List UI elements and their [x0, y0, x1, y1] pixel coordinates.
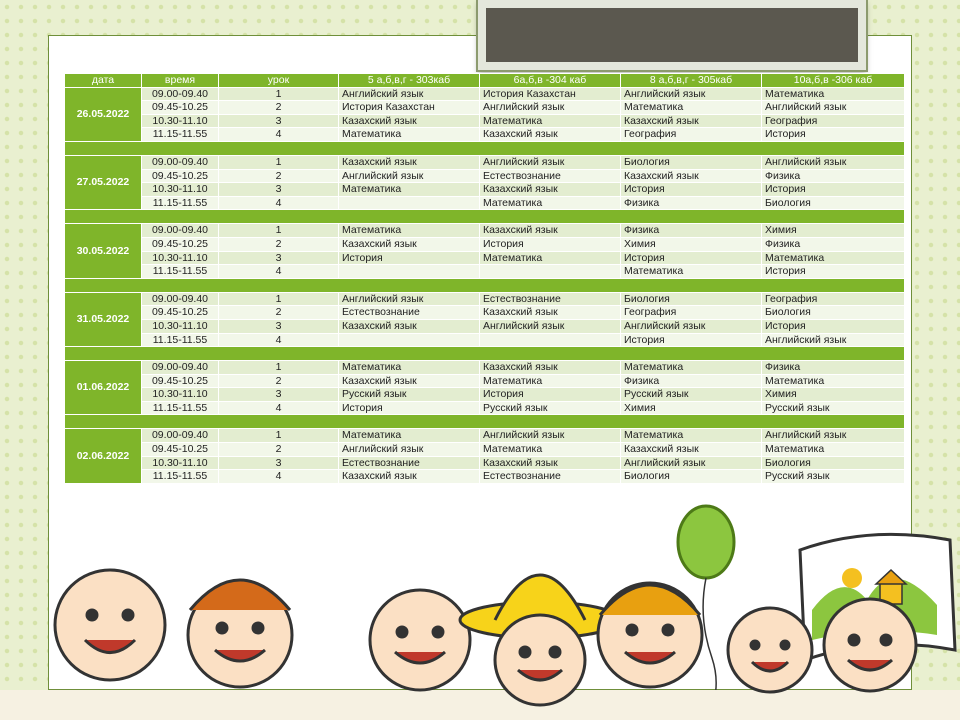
- subject-cell: Химия: [621, 401, 762, 415]
- subject-cell: Казахский язык: [480, 306, 621, 320]
- header-date: дата: [65, 74, 142, 88]
- time-cell: 09.45-10.25: [142, 101, 219, 115]
- subject-cell: Биология: [621, 155, 762, 169]
- subject-cell: Русский язык: [762, 470, 905, 484]
- time-cell: 11.15-11.55: [142, 265, 219, 279]
- table-row: [65, 470, 905, 484]
- subject-cell: Математика: [339, 183, 480, 197]
- subject-cell: Казахский язык: [480, 224, 621, 238]
- time-cell: 10.30-11.10: [142, 183, 219, 197]
- subject-cell: Математика: [621, 361, 762, 375]
- time-cell: 10.30-11.10: [142, 251, 219, 265]
- separator-cell: [65, 278, 905, 292]
- subject-cell: [480, 333, 621, 347]
- subject-cell: Казахский язык: [339, 470, 480, 484]
- lesson-number-cell: 4: [219, 196, 339, 210]
- lesson-number-cell: 4: [219, 401, 339, 415]
- lesson-number-cell: 1: [219, 429, 339, 443]
- subject-cell: Казахский язык: [621, 443, 762, 457]
- subject-cell: Английский язык: [621, 456, 762, 470]
- subject-cell: [339, 265, 480, 279]
- subject-cell: Биология: [621, 292, 762, 306]
- separator-cell: [65, 415, 905, 429]
- time-cell: 11.15-11.55: [142, 470, 219, 484]
- lesson-number-cell: 3: [219, 456, 339, 470]
- subject-cell: Естествознание: [339, 456, 480, 470]
- subject-cell: География: [762, 292, 905, 306]
- lesson-number-cell: 2: [219, 306, 339, 320]
- time-cell: 09.00-09.40: [142, 224, 219, 238]
- table-row: [65, 265, 905, 279]
- header-lesson: урок: [219, 74, 339, 88]
- day-separator: [65, 210, 905, 224]
- table-row: [65, 155, 905, 169]
- subject-cell: Математика: [480, 114, 621, 128]
- subject-cell: Английский язык: [762, 155, 905, 169]
- subject-cell: Химия: [621, 237, 762, 251]
- subject-cell: Физика: [621, 196, 762, 210]
- subject-cell: Биология: [621, 470, 762, 484]
- separator-cell: [65, 347, 905, 361]
- table-row: [65, 388, 905, 402]
- subject-cell: Английский язык: [339, 87, 480, 101]
- lesson-number-cell: 1: [219, 155, 339, 169]
- subject-cell: [339, 196, 480, 210]
- child-6: [728, 608, 812, 692]
- subject-cell: Естествознание: [480, 169, 621, 183]
- lesson-number-cell: 4: [219, 128, 339, 142]
- child-5: [598, 583, 702, 687]
- subject-cell: Казахский язык: [480, 361, 621, 375]
- table-row: [65, 251, 905, 265]
- subject-cell: История: [339, 251, 480, 265]
- date-cell: 31.05.2022: [65, 292, 142, 346]
- separator-cell: [65, 141, 905, 155]
- table-row: [65, 306, 905, 320]
- time-cell: 09.45-10.25: [142, 169, 219, 183]
- subject-cell: География: [621, 128, 762, 142]
- subject-cell: Математика: [762, 443, 905, 457]
- subject-cell: Русский язык: [480, 401, 621, 415]
- time-cell: 09.45-10.25: [142, 306, 219, 320]
- child-2: [188, 580, 292, 687]
- subject-cell: История: [762, 265, 905, 279]
- subject-cell: Казахский язык: [621, 169, 762, 183]
- table-row: [65, 319, 905, 333]
- subject-cell: История: [621, 183, 762, 197]
- subject-cell: Естествознание: [339, 306, 480, 320]
- subject-cell: Английский язык: [480, 155, 621, 169]
- subject-cell: Английский язык: [339, 169, 480, 183]
- subject-cell: История: [339, 401, 480, 415]
- subject-cell: Английский язык: [762, 429, 905, 443]
- lesson-number-cell: 4: [219, 470, 339, 484]
- subject-cell: Физика: [762, 169, 905, 183]
- table-row: [65, 101, 905, 115]
- subject-cell: Английский язык: [480, 319, 621, 333]
- subject-cell: Химия: [762, 388, 905, 402]
- subject-cell: География: [621, 306, 762, 320]
- table-row: [65, 429, 905, 443]
- subject-cell: География: [762, 114, 905, 128]
- subject-cell: Английский язык: [762, 101, 905, 115]
- subject-cell: Естествознание: [480, 292, 621, 306]
- subject-cell: Математика: [621, 265, 762, 279]
- subject-cell: Математика: [621, 101, 762, 115]
- lesson-number-cell: 4: [219, 333, 339, 347]
- date-cell: 26.05.2022: [65, 87, 142, 141]
- header-class-5: 5 а,б,в,г - 303каб: [339, 74, 480, 88]
- day-separator: [65, 141, 905, 155]
- subject-cell: [480, 265, 621, 279]
- subject-cell: [339, 333, 480, 347]
- table-row: [65, 443, 905, 457]
- subject-cell: Биология: [762, 456, 905, 470]
- lesson-number-cell: 3: [219, 388, 339, 402]
- subject-cell: Математика: [762, 87, 905, 101]
- time-cell: 10.30-11.10: [142, 114, 219, 128]
- table-row: [65, 361, 905, 375]
- subject-cell: Математика: [480, 196, 621, 210]
- table-row: [65, 224, 905, 238]
- lesson-number-cell: 2: [219, 237, 339, 251]
- table-row: [65, 292, 905, 306]
- time-cell: 10.30-11.10: [142, 456, 219, 470]
- table-row: [65, 333, 905, 347]
- subject-cell: Математика: [339, 128, 480, 142]
- table-row: [65, 237, 905, 251]
- lesson-number-cell: 1: [219, 292, 339, 306]
- subject-cell: История: [621, 251, 762, 265]
- schedule-table: [64, 73, 905, 484]
- time-cell: 09.00-09.40: [142, 87, 219, 101]
- lesson-number-cell: 3: [219, 114, 339, 128]
- subject-cell: Биология: [762, 306, 905, 320]
- lesson-number-cell: 1: [219, 361, 339, 375]
- header-class-8: 8 а,б,в,г - 305каб: [621, 74, 762, 88]
- lesson-number-cell: 4: [219, 265, 339, 279]
- subject-cell: Математика: [762, 251, 905, 265]
- subject-cell: Русский язык: [621, 388, 762, 402]
- table-row: [65, 114, 905, 128]
- subject-cell: Биология: [762, 196, 905, 210]
- header-class-10: 10а,б,в -306 каб: [762, 74, 905, 88]
- child-7: [824, 599, 916, 691]
- subject-cell: Математика: [480, 251, 621, 265]
- lesson-number-cell: 3: [219, 251, 339, 265]
- table-row: [65, 169, 905, 183]
- subject-cell: Английский язык: [621, 319, 762, 333]
- subject-cell: История Казахстан: [339, 101, 480, 115]
- subject-cell: Казахский язык: [339, 319, 480, 333]
- table-row: [65, 401, 905, 415]
- table-row: [65, 196, 905, 210]
- subject-cell: Английский язык: [339, 292, 480, 306]
- subject-cell: Физика: [762, 361, 905, 375]
- subject-cell: Казахский язык: [621, 114, 762, 128]
- lesson-number-cell: 2: [219, 101, 339, 115]
- header-row: [65, 74, 905, 88]
- time-cell: 11.15-11.55: [142, 333, 219, 347]
- time-cell: 09.00-09.40: [142, 155, 219, 169]
- subject-cell: Математика: [480, 374, 621, 388]
- subject-cell: Физика: [621, 224, 762, 238]
- child-3: [370, 590, 470, 690]
- subject-cell: Химия: [762, 224, 905, 238]
- subject-cell: Математика: [480, 443, 621, 457]
- date-cell: 02.06.2022: [65, 429, 142, 483]
- subject-cell: История: [762, 183, 905, 197]
- subject-cell: Математика: [339, 224, 480, 238]
- subject-cell: Казахский язык: [339, 155, 480, 169]
- time-cell: 09.45-10.25: [142, 237, 219, 251]
- subject-cell: История: [621, 333, 762, 347]
- lesson-number-cell: 2: [219, 443, 339, 457]
- time-cell: 11.15-11.55: [142, 196, 219, 210]
- day-separator: [65, 415, 905, 429]
- picture-frame: [478, 0, 866, 70]
- time-cell: 09.45-10.25: [142, 443, 219, 457]
- subject-cell: Казахский язык: [480, 456, 621, 470]
- lesson-number-cell: 2: [219, 169, 339, 183]
- date-cell: 30.05.2022: [65, 224, 142, 278]
- time-cell: 09.00-09.40: [142, 361, 219, 375]
- table-row: [65, 374, 905, 388]
- subject-cell: Русский язык: [762, 401, 905, 415]
- children-illustration: [0, 500, 960, 720]
- time-cell: 11.15-11.55: [142, 401, 219, 415]
- subject-cell: Английский язык: [339, 443, 480, 457]
- child-4-hat: [460, 575, 620, 705]
- subject-cell: История: [762, 319, 905, 333]
- subject-cell: Физика: [621, 374, 762, 388]
- date-cell: 01.06.2022: [65, 361, 142, 415]
- lesson-number-cell: 1: [219, 87, 339, 101]
- lesson-number-cell: 3: [219, 183, 339, 197]
- subject-cell: Английский язык: [762, 333, 905, 347]
- time-cell: 09.00-09.40: [142, 292, 219, 306]
- subject-cell: Английский язык: [480, 101, 621, 115]
- table-row: [65, 183, 905, 197]
- table-row: [65, 128, 905, 142]
- subject-cell: История: [480, 388, 621, 402]
- time-cell: 09.00-09.40: [142, 429, 219, 443]
- subject-cell: Математика: [339, 429, 480, 443]
- time-cell: 10.30-11.10: [142, 388, 219, 402]
- subject-cell: Казахский язык: [339, 114, 480, 128]
- subject-cell: Математика: [762, 374, 905, 388]
- subject-cell: Казахский язык: [339, 374, 480, 388]
- subject-cell: Математика: [621, 429, 762, 443]
- day-separator: [65, 347, 905, 361]
- date-cell: 27.05.2022: [65, 155, 142, 209]
- subject-cell: Казахский язык: [480, 183, 621, 197]
- time-cell: 11.15-11.55: [142, 128, 219, 142]
- subject-cell: Казахский язык: [339, 237, 480, 251]
- table-row: [65, 87, 905, 101]
- subject-cell: История Казахстан: [480, 87, 621, 101]
- time-cell: 10.30-11.10: [142, 319, 219, 333]
- subject-cell: История: [480, 237, 621, 251]
- subject-cell: Естествознание: [480, 470, 621, 484]
- subject-cell: Английский язык: [621, 87, 762, 101]
- subject-cell: Русский язык: [339, 388, 480, 402]
- day-separator: [65, 278, 905, 292]
- header-time: время: [142, 74, 219, 88]
- header-class-6: 6а,б,в -304 каб: [480, 74, 621, 88]
- lesson-number-cell: 3: [219, 319, 339, 333]
- time-cell: 09.45-10.25: [142, 374, 219, 388]
- lesson-number-cell: 2: [219, 374, 339, 388]
- subject-cell: Физика: [762, 237, 905, 251]
- table-row: [65, 456, 905, 470]
- subject-cell: Казахский язык: [480, 128, 621, 142]
- subject-cell: Английский язык: [480, 429, 621, 443]
- child-1: [55, 570, 165, 680]
- separator-cell: [65, 210, 905, 224]
- subject-cell: История: [762, 128, 905, 142]
- lesson-number-cell: 1: [219, 224, 339, 238]
- subject-cell: Математика: [339, 361, 480, 375]
